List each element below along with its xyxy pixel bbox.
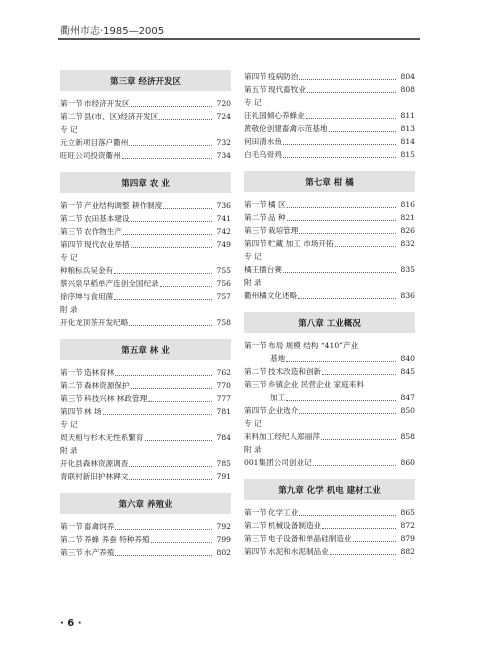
subsection-label: 专 记 <box>60 253 78 262</box>
section-number: 第二节 <box>60 535 83 544</box>
leader-dots <box>283 263 396 273</box>
leader-dots <box>306 109 396 119</box>
toc-entry[interactable] <box>60 212 231 225</box>
toc-entry[interactable] <box>244 211 415 224</box>
section-number: 第四节 <box>60 240 83 249</box>
toc-entry-continued <box>244 352 415 365</box>
entry-title: 旺旺公司投资衢州 <box>60 151 121 160</box>
page-ref: 724 <box>216 112 231 121</box>
page-ref: 756 <box>216 279 231 288</box>
subsection-label: 专 记 <box>244 98 262 107</box>
section-gap <box>60 162 231 172</box>
page-ref: 792 <box>216 522 231 531</box>
section-number: 第一节 <box>244 508 267 517</box>
entry-title: 现代农业举措 <box>84 240 130 249</box>
toc-entry[interactable] <box>244 532 415 545</box>
page-ref: 720 <box>216 99 231 108</box>
entry-title: 黄敬伦创建畜禽示范基地 <box>244 124 328 133</box>
toc-entry[interactable] <box>244 224 415 237</box>
leader-dots <box>335 237 396 247</box>
leader-dots <box>114 290 212 300</box>
leader-dots <box>123 225 212 235</box>
page-ref: 858 <box>400 432 415 441</box>
header-rule <box>58 38 420 40</box>
leader-dots <box>299 506 396 516</box>
entry-title: 水泥和水泥制品业 <box>268 547 329 556</box>
page-ref: 847 <box>400 393 415 402</box>
subsection-label: 附 录 <box>244 445 262 454</box>
chapter-heading: 第九章 化学 机电 建材工业 <box>244 479 415 500</box>
toc-entry[interactable] <box>244 339 415 352</box>
page-ref: 742 <box>216 227 231 236</box>
leader-dots <box>283 148 396 158</box>
entry-title: 开化龙顶茶开发纪略 <box>60 318 129 327</box>
page-ref: 821 <box>400 213 415 222</box>
leader-dots <box>313 456 396 466</box>
entry-title: 农作物生产 <box>84 227 122 236</box>
section-gap <box>60 483 231 493</box>
leader-dots <box>159 110 212 120</box>
entry-title: 来料加工经纪人郑丽萍 <box>244 432 320 441</box>
section-gap <box>244 161 415 171</box>
toc-entry[interactable] <box>244 263 415 276</box>
entry-title: 疫病防治 <box>268 72 299 81</box>
section-number: 第三节 <box>60 394 83 403</box>
entry-title: 县(市、区)经济开发区 <box>84 112 159 121</box>
page-number: · 6 · <box>60 618 82 629</box>
section-number: 第四节 <box>244 72 267 81</box>
page-ref: 814 <box>400 137 415 146</box>
leader-dots <box>131 212 212 222</box>
entry-title: 水产养殖 <box>84 548 115 557</box>
entry-title: 市经济开发区 <box>84 99 130 108</box>
page-ref: 762 <box>216 368 231 377</box>
page-ref: 757 <box>216 292 231 301</box>
leader-dots <box>299 224 396 234</box>
section-number: 第二节 <box>244 213 267 222</box>
section-number: 第四节 <box>60 407 83 416</box>
section-number: 第三节 <box>244 380 267 389</box>
section-number: 第五节 <box>244 85 267 94</box>
section-number: 第一节 <box>60 201 83 210</box>
entry-title: 001集团公司创业记 <box>244 458 312 467</box>
section-number: 第一节 <box>60 522 83 531</box>
page-ref: 791 <box>216 472 231 481</box>
toc-entry[interactable] <box>60 225 231 238</box>
toc-entry[interactable] <box>60 199 231 212</box>
subsection-label: 专 记 <box>244 252 262 261</box>
page-ref: 865 <box>400 508 415 517</box>
toc-entry[interactable] <box>244 83 415 96</box>
toc-entry[interactable] <box>244 135 415 148</box>
entry-title: 橘王擂台赛 <box>244 265 282 274</box>
entry-title-continued: 加工 <box>270 393 286 402</box>
page-ref: 815 <box>400 150 415 159</box>
entry-title: 农田基本建设 <box>84 214 130 223</box>
toc-right-column <box>244 70 415 558</box>
toc-entry[interactable] <box>60 431 231 444</box>
entry-title: 布局 规模 结构 “410”产业 <box>268 341 359 350</box>
leader-dots <box>329 122 396 132</box>
subsection-label: 附 录 <box>60 305 78 314</box>
leader-dots <box>151 533 212 543</box>
toc-entry[interactable] <box>60 457 231 470</box>
section-number: 第二节 <box>244 367 267 376</box>
entry-title: 现代畜牧业 <box>268 85 306 94</box>
toc-entry[interactable] <box>60 97 231 110</box>
entry-title: 白毛乌骨鸡 <box>244 150 282 159</box>
page-ref: 879 <box>400 534 415 543</box>
leader-dots <box>322 365 396 375</box>
entry-title: 产业结构调整 耕作制度 <box>84 201 163 210</box>
toc-entry[interactable] <box>60 520 231 533</box>
toc-entry[interactable] <box>244 70 415 83</box>
toc-entry[interactable] <box>60 149 231 162</box>
leader-dots <box>307 83 396 93</box>
section-number: 第一节 <box>60 368 83 377</box>
entry-title: 周天相与杉木无性系繁育 <box>60 433 144 442</box>
toc-entry[interactable] <box>60 546 231 559</box>
leader-dots <box>129 316 212 326</box>
toc-entry[interactable] <box>60 392 231 405</box>
chapter-heading: 第八章 工业概况 <box>244 312 415 333</box>
entry-title: 企业选介 <box>268 406 299 415</box>
entry-title: 造林育林 <box>84 368 115 377</box>
entry-title: 蔡兴泉早稻单产连创全国纪录 <box>60 279 159 288</box>
entry-title: 科技兴林 林政管理 <box>84 394 148 403</box>
leader-dots <box>115 546 212 556</box>
page-ref: 781 <box>216 407 231 416</box>
entry-title: 元立新项目落户衢州 <box>60 138 129 147</box>
page-ref: 835 <box>400 265 415 274</box>
leader-dots <box>283 135 396 145</box>
section-gap <box>244 469 415 479</box>
page-ref: 749 <box>216 240 231 249</box>
page-ref: 758 <box>216 318 231 327</box>
section-number: 第三节 <box>244 534 267 543</box>
toc-entry[interactable] <box>244 148 415 161</box>
leader-dots <box>299 404 396 414</box>
leader-dots <box>114 264 212 274</box>
toc-entry[interactable] <box>244 365 415 378</box>
leader-dots <box>321 430 396 440</box>
section-number: 第三节 <box>60 227 83 236</box>
running-header: 衢州市志·1985—2005 <box>60 26 165 37</box>
leader-dots <box>145 431 212 441</box>
toc-entry[interactable] <box>244 122 415 135</box>
leader-dots <box>287 198 396 208</box>
toc-entry[interactable] <box>60 533 231 546</box>
section-number: 第二节 <box>60 214 83 223</box>
toc-entry[interactable] <box>244 545 415 558</box>
subsection-label: 附 录 <box>244 278 262 287</box>
toc-entry[interactable] <box>60 405 231 418</box>
leader-dots <box>131 379 212 389</box>
entry-title: 养蜂 养蚕 特种养殖 <box>84 535 150 544</box>
toc-entry[interactable] <box>60 290 231 303</box>
toc-entry[interactable] <box>244 456 415 469</box>
page-ref: 811 <box>400 111 415 120</box>
page-ref: 777 <box>216 394 231 403</box>
page-ref: 808 <box>400 85 415 94</box>
toc-entry[interactable] <box>60 366 231 379</box>
leader-dots <box>131 97 212 107</box>
leader-dots <box>330 545 396 555</box>
section-number: 第三节 <box>244 226 267 235</box>
section-number: 第四节 <box>244 406 267 415</box>
page-ref: 770 <box>216 381 231 390</box>
toc-left-column <box>60 70 231 559</box>
leader-dots <box>115 520 212 530</box>
toc-entry[interactable] <box>60 379 231 392</box>
section-number: 第一节 <box>60 99 83 108</box>
chapter-heading: 第五章 林 业 <box>60 339 231 360</box>
leader-dots <box>129 470 212 480</box>
page-ref: 872 <box>400 521 415 530</box>
leader-dots <box>353 532 396 542</box>
page-ref: 755 <box>216 266 231 275</box>
page-ref: 860 <box>400 458 415 467</box>
section-number: 第一节 <box>244 341 267 350</box>
page-ref: 813 <box>400 124 415 133</box>
leader-dots <box>129 136 212 146</box>
chapter-heading: 第六章 养殖业 <box>60 493 231 514</box>
entry-title: 橘 区 <box>268 200 286 209</box>
page-ref: 882 <box>400 547 415 556</box>
page-ref: 785 <box>216 459 231 468</box>
subsection-label: 专 记 <box>60 125 78 134</box>
entry-title: 电子设备和单晶硅制造业 <box>268 534 352 543</box>
page-ref: 734 <box>216 151 231 160</box>
page-ref: 802 <box>216 548 231 557</box>
page-ref: 840 <box>400 354 415 363</box>
page-ref: 850 <box>400 406 415 415</box>
section-number: 第四节 <box>244 547 267 556</box>
chapter-heading: 第七章 柑 橘 <box>244 171 415 192</box>
section-gap <box>244 302 415 312</box>
section-number: 第二节 <box>244 521 267 530</box>
toc-entry[interactable] <box>60 264 231 277</box>
page-ref: 826 <box>400 226 415 235</box>
leader-dots <box>129 457 212 467</box>
leader-dots <box>148 392 212 402</box>
page-ref: 845 <box>400 367 415 376</box>
entry-title: 何田清水鱼 <box>244 137 282 146</box>
toc-entry[interactable] <box>60 238 231 251</box>
toc-entry[interactable] <box>244 404 415 417</box>
entry-title: 衢州橘文化述略 <box>244 291 298 300</box>
leader-dots <box>298 289 396 299</box>
leader-dots <box>322 519 396 529</box>
entry-title: 林 场 <box>84 407 102 416</box>
leader-dots <box>286 391 396 401</box>
section-number: 第二节 <box>60 381 83 390</box>
toc-entry[interactable] <box>244 289 415 302</box>
toc-entry[interactable] <box>60 470 231 483</box>
section-number: 第一节 <box>244 200 267 209</box>
leader-dots <box>115 366 212 376</box>
page-ref: 832 <box>400 239 415 248</box>
entry-title: 森林资源保护 <box>84 381 130 390</box>
subsection-label: 专 记 <box>60 420 78 429</box>
toc-entry-continued <box>244 391 415 404</box>
toc-entry[interactable] <box>60 277 231 290</box>
page-ref: 816 <box>400 200 415 209</box>
entry-title: 机械设备制造业 <box>268 521 322 530</box>
leader-dots <box>131 238 212 248</box>
page-ref: 784 <box>216 433 231 442</box>
leader-dots <box>122 149 212 159</box>
section-number: 第三节 <box>60 548 83 557</box>
leader-dots <box>103 405 212 415</box>
page-ref: 799 <box>216 535 231 544</box>
toc-entry[interactable] <box>60 136 231 149</box>
toc-entry[interactable] <box>244 519 415 532</box>
toc-entry[interactable] <box>244 109 415 122</box>
entry-title: 技术改造和创新 <box>268 367 322 376</box>
leader-dots <box>299 70 396 80</box>
toc-entry[interactable] <box>244 237 415 250</box>
entry-title: 畜禽饲养 <box>84 522 115 531</box>
toc-entry[interactable] <box>244 198 415 211</box>
chapter-heading: 第四章 农 业 <box>60 172 231 193</box>
page-ref: 732 <box>216 138 231 147</box>
leader-dots <box>163 199 212 209</box>
chapter-heading: 第三章 经济开发区 <box>60 70 231 91</box>
toc-entry[interactable] <box>244 430 415 443</box>
toc-entry[interactable] <box>60 110 231 123</box>
section-gap <box>60 329 231 339</box>
entry-title: 种粮标兵吴金有 <box>60 266 114 275</box>
entry-title: 品 种 <box>268 213 286 222</box>
entry-title-continued: 基地 <box>270 354 286 363</box>
toc-entry[interactable] <box>60 316 231 329</box>
entry-title: 开化县森林资源调查 <box>60 459 129 468</box>
section-number: 第四节 <box>244 239 267 248</box>
entry-title: 栽培管理 <box>268 226 299 235</box>
leader-dots <box>286 352 396 362</box>
entry-title: 化学工业 <box>268 508 299 517</box>
page-ref: 736 <box>216 201 231 210</box>
subsection-label: 专 记 <box>244 419 262 428</box>
toc-entry[interactable] <box>244 506 415 519</box>
leader-dots <box>287 211 396 221</box>
page-ref: 741 <box>216 214 231 223</box>
subsection-label: 附 录 <box>60 446 78 455</box>
entry-title: 青联村新旧护林碑文 <box>60 472 129 481</box>
entry-title: 汪礼国倾心养蜂业 <box>244 111 305 120</box>
page-ref: 804 <box>400 72 415 81</box>
entry-title: 徐序坤与食用菌 <box>60 292 114 301</box>
page-ref: 836 <box>400 291 415 300</box>
toc-entry[interactable] <box>244 378 415 391</box>
entry-title: 贮藏 加工 市场开拓 <box>268 239 334 248</box>
leader-dots <box>160 277 212 287</box>
entry-title: 乡镇企业 民营企业 家庭来料 <box>268 380 364 389</box>
section-number: 第二节 <box>60 112 83 121</box>
